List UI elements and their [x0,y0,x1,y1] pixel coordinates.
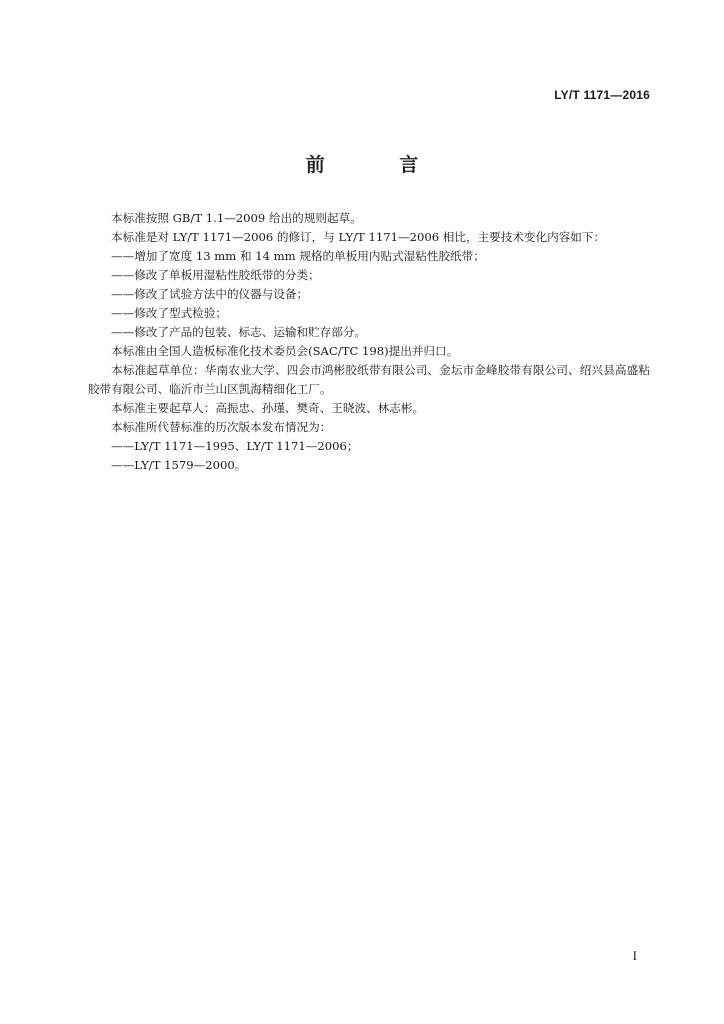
page-number: I [632,948,637,963]
change-item-width-specs: ——增加了宽度 13 mm 和 14 mm 规格的单板用内贴式湿粘性胶纸带； [111,249,485,263]
paragraph-drafting-rules: 本标准按照 GB/T 1.1—2009 给出的规则起草。 [111,211,362,225]
standard-code: LY/T 1171—2016 [554,88,650,102]
previous-edition-item: ——LY/T 1171—1995、LY/T 1171—2006； [111,439,359,453]
paragraph-proposer: 本标准由全国人造板标准化技术委员会(SAC/TC 198)提出并归口。 [111,344,459,358]
page-title: 前 言 [305,154,453,176]
foreword-body [88,209,650,475]
change-item-packaging: ——修改了产品的包装、标志、运输和贮存部分。 [111,325,367,339]
change-item-instruments: ——修改了试验方法中的仪器与设备； [111,287,309,301]
change-item-classification: ——修改了单板用湿粘性胶纸带的分类； [111,268,320,282]
change-item-type-inspection: ——修改了型式检验； [111,306,227,320]
paragraph-drafters: 本标准主要起草人：高振忠、孙瑾、樊奇、王晓波、林志彬。 [111,401,425,415]
paragraph-drafting-units: 本标准起草单位：华南农业大学、四会市鸿彬胶纸带有限公司、金坛市金峰胶带有限公司、绍兴县高盛粘胶带有限公司、临沂市兰山区凯海精细化工厂。 [88,363,650,396]
paragraph-previous-editions: 本标准所代替标准的历次版本发布情况为： [111,420,332,434]
paragraph-revision-summary: 本标准是对 LY/T 1171—2006 的修订，与 LY/T 1171—2006 相比，主要技术变化内容如下： [111,230,606,244]
previous-edition-item: ——LY/T 1579—2000。 [111,458,247,472]
